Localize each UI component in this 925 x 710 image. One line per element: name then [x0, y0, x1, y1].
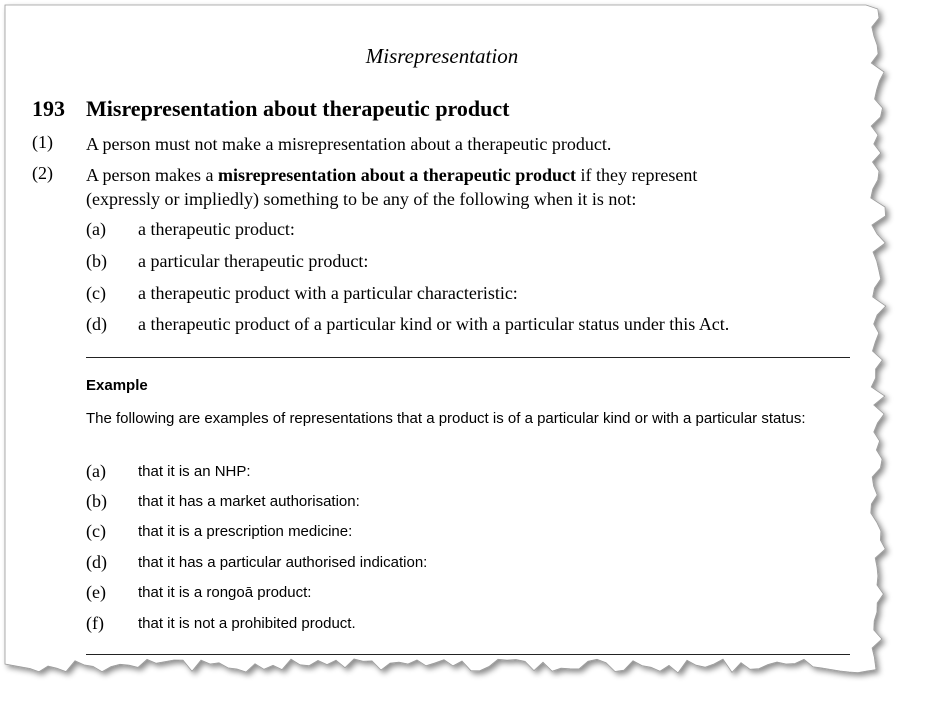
- subsection-2-text-before: A person makes a: [86, 165, 218, 185]
- running-head: Misrepresentation: [365, 44, 519, 68]
- example-item-label: (a): [86, 461, 106, 481]
- example-item-text: that it has a particular authorised indication:: [138, 554, 428, 571]
- defined-term: misrepresentation about a therapeutic product: [217, 165, 576, 185]
- example-item-text: that it has a market authorisation:: [138, 493, 360, 510]
- subsection-2-number: (2): [32, 163, 53, 183]
- paragraph-text: a particular therapeutic product:: [138, 251, 369, 271]
- example-item-label: (e): [86, 582, 106, 602]
- example-item-label: (b): [86, 491, 107, 511]
- example-item-label: (c): [86, 521, 106, 541]
- paragraph-label: (b): [86, 251, 107, 271]
- subsection-1-text: A person must not make a misrepresentation about a therapeutic product.: [86, 134, 612, 154]
- paragraph-text: a therapeutic product with a particular characteristic:: [138, 283, 518, 303]
- paragraph-label: (a): [86, 219, 106, 239]
- example-bottom-rule: [86, 654, 850, 655]
- subsection-2-text-after: if they represent: [575, 165, 698, 185]
- paragraph-label: (d): [86, 314, 107, 334]
- subsection-2-text-line2: (expressly or impliedly) something to be any of the following when it is not:: [86, 189, 637, 209]
- paragraph-text: a therapeutic product of a particular kind or with a particular status under this Act.: [138, 314, 730, 334]
- paragraph-text: a therapeutic product:: [138, 219, 295, 239]
- example-item-text: that it is an NHP:: [138, 463, 251, 480]
- section-title: Misrepresentation about therapeutic product: [86, 96, 510, 121]
- example-item-text: that it is not a prohibited product.: [138, 615, 356, 632]
- example-top-rule: [86, 357, 850, 358]
- example-item-text: that it is a prescription medicine:: [138, 523, 353, 540]
- section-number: 193: [32, 96, 65, 121]
- example-heading: Example: [86, 377, 148, 394]
- example-item-text: that it is a rongoā product:: [138, 584, 312, 601]
- example-item-label: (f): [86, 613, 104, 633]
- subsection-2-text-line1: [86, 163, 697, 188]
- example-item-label: (d): [86, 552, 107, 572]
- subsection-1-number: (1): [32, 132, 53, 152]
- example-intro: The following are examples of representations that a product is of a particular kind or with a particular status:: [86, 410, 806, 427]
- paragraph-label: (c): [86, 283, 106, 303]
